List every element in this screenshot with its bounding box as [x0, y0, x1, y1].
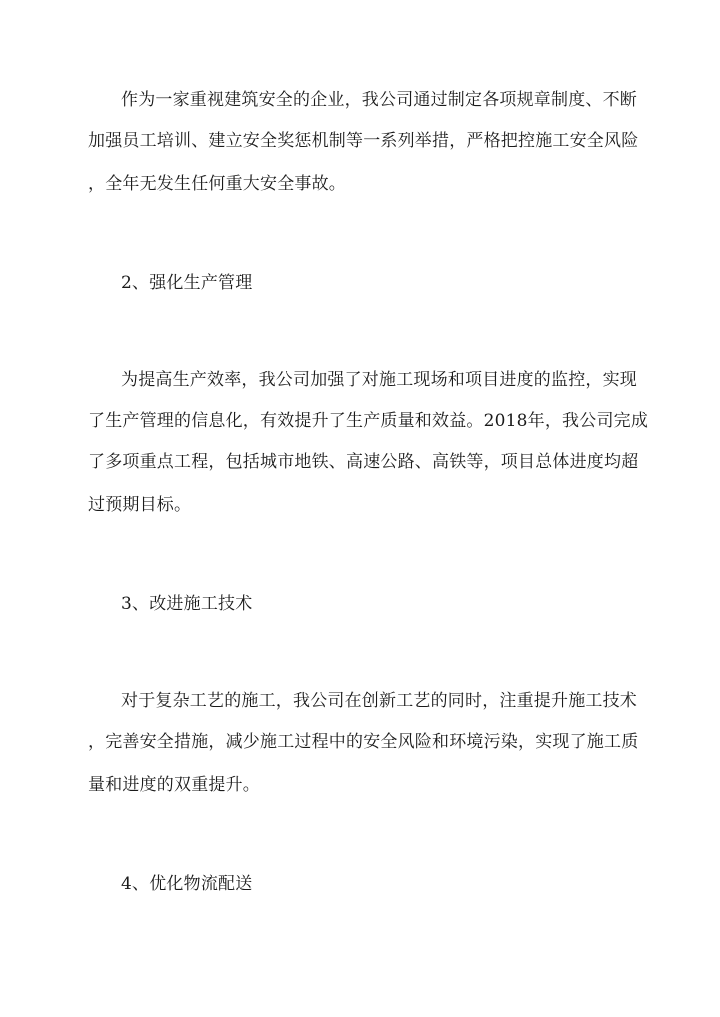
paragraph-line: ，全年无发生任何重大安全事故。	[88, 174, 346, 194]
section-heading: 3、改进施工技术	[121, 594, 253, 614]
paragraph-line: ，完善安全措施，减少施工过程中的安全风险和环境污染，实现了施工质	[88, 732, 639, 752]
paragraph-line: 过预期目标。	[88, 495, 192, 515]
paragraph-line: 加强员工培训、建立安全奖惩机制等一系列举措，严格把控施工安全风险	[88, 131, 639, 151]
paragraph-line: 了多项重点工程，包括城市地铁、高速公路、高铁等，项目总体进度均超	[88, 452, 639, 472]
section-heading: 2、强化生产管理	[121, 273, 253, 293]
paragraph-line: 对于复杂工艺的施工，我公司在创新工艺的同时，注重提升施工技术	[121, 691, 637, 711]
paragraph-line: 为提高生产效率，我公司加强了对施工现场和项目进度的监控，实现	[121, 370, 637, 390]
section-heading: 4、优化物流配送	[121, 874, 253, 894]
paragraph-line: 作为一家重视建筑安全的企业，我公司通过制定各项规章制度、不断	[121, 90, 637, 110]
paragraph-line: 了生产管理的信息化，有效提升了生产质量和效益。2018年，我公司完成	[88, 411, 649, 431]
paragraph-line: 量和进度的双重提升。	[88, 775, 260, 795]
